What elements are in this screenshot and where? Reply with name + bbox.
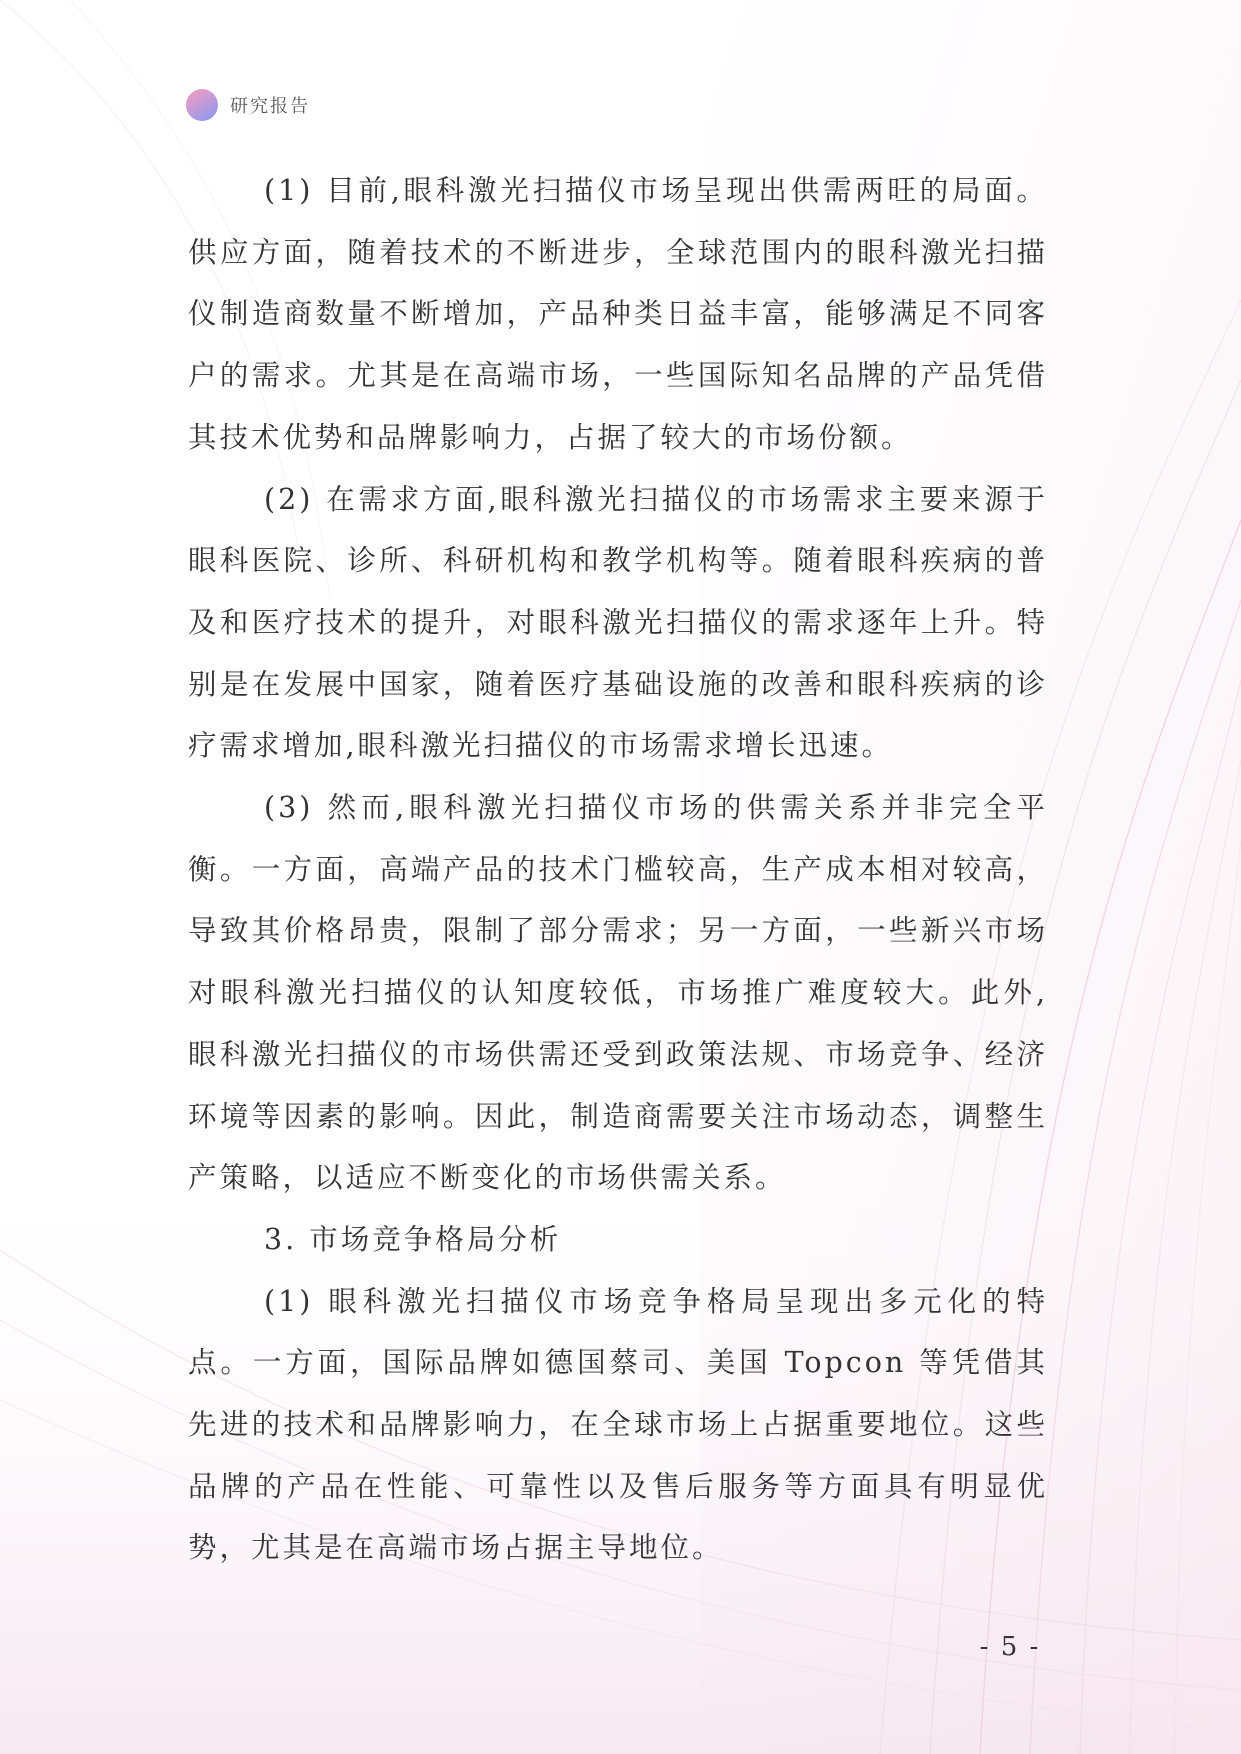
report-header [186, 88, 310, 122]
paragraph-1: (1) 目前,眼科激光扫描仪市场呈现出供需两旺的局面。供应方面，随着技术的不断进步，全球范围内的眼科激光扫描仪制造商数量不断增加，产品种类日益丰富，能够满足不同客户的需求。尤其是在高端市场，一些国际知名品牌的产品凭借其技术优势和品牌影响力，占据了较大的市场份额。 [188, 174, 1048, 454]
header-title: 研究报告 [230, 96, 310, 117]
section-heading: 3. 市场竞争格局分析 [264, 1222, 562, 1256]
paragraph-3: (3) 然而,眼科激光扫描仪市场的供需关系并非完全平衡。一方面，高端产品的技术门槛较高，生产成本相对较高，导致其价格昂贵，限制了部分需求；另一方面，一些新兴市场对眼科激光扫描仪的认知度较低，市场推广难度较大。此外,眼科激光扫描仪的市场供需还受到政策法规、市场竞争、经济环境等因素的影响。因此，制造商需要关注市场动态，调整生产策略，以适应不断变化的市场供需关系。 [188, 791, 1048, 1195]
page-number: - 5 - [979, 1632, 1041, 1662]
paragraph-2: (2) 在需求方面,眼科激光扫描仪的市场需求主要来源于眼科医院、诊所、科研机构和教学机构等。随着眼科疾病的普及和医疗技术的提升，对眼科激光扫描仪的需求逐年上升。特别是在发展中国家，随着医疗基础设施的改善和眼科疾病的诊疗需求增加,眼科激光扫描仪的市场需求增长迅速。 [188, 482, 1048, 763]
report-logo-icon [186, 89, 218, 121]
document-body [188, 160, 1048, 1579]
section-paragraph-1: (1) 眼科激光扫描仪市场竞争格局呈现出多元化的特点。一方面，国际品牌如德国蔡司、美国 Topcon 等凭借其先进的技术和品牌影响力，在全球市场上占据重要地位。这些品牌的产品在性能、可靠性以及售后服务等方面具有明显优势，尤其是在高端市场占据主导地位。 [188, 1284, 1048, 1565]
